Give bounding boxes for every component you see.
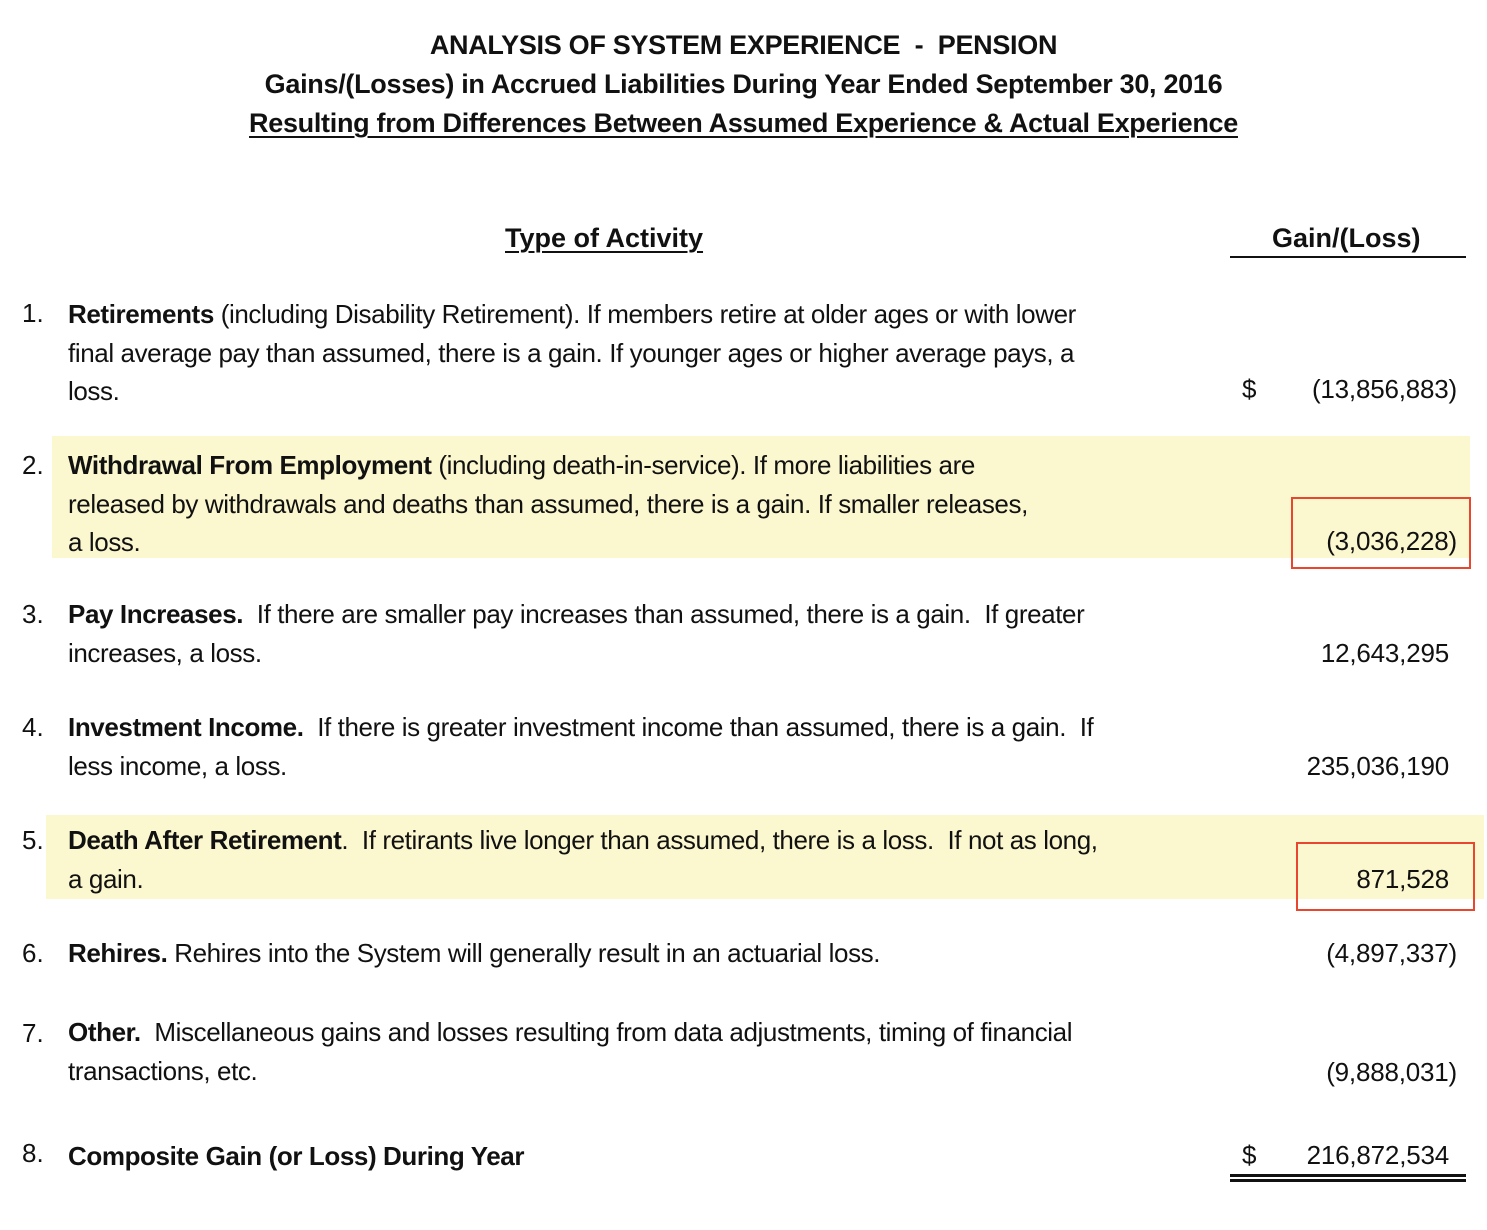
- currency-symbol: $: [1242, 374, 1257, 404]
- item-value: 12,643,295: [1320, 638, 1449, 668]
- column-header-activity: Type of Activity: [505, 223, 704, 253]
- item-line: [68, 595, 1084, 634]
- item-line: increases, a loss.: [68, 637, 262, 668]
- item-line: [68, 1137, 524, 1176]
- item-title: Investment Income.: [68, 712, 304, 742]
- item-description: [68, 446, 1028, 562]
- item-value: 871,528: [1356, 864, 1449, 894]
- item-description: [68, 1137, 524, 1176]
- item-line: [68, 1013, 1072, 1052]
- item-number: 2.: [22, 450, 44, 480]
- column-header-gain-loss: Gain/(Loss): [1272, 223, 1421, 253]
- item-value: 235,036,190: [1306, 751, 1449, 781]
- report-subtitle-2-text: Resulting from Differences Between Assumed Experience & Actual Experience: [249, 108, 1238, 138]
- item-number: 3.: [22, 599, 44, 629]
- item-number: 1.: [22, 298, 44, 328]
- item-value: (4,897,337): [1326, 938, 1457, 968]
- item-line: final average pay than assumed, there is a gain. If younger ages or higher average pays, a: [68, 337, 1075, 368]
- annotation-box: [1296, 842, 1475, 911]
- item-line: a gain.: [68, 863, 144, 894]
- item-title: Retirements: [68, 299, 214, 329]
- item-title: Pay Increases.: [68, 599, 244, 629]
- item-description: [68, 595, 1084, 672]
- item-title: Withdrawal From Employment: [68, 450, 432, 480]
- item-value: (3,036,228): [1326, 526, 1457, 556]
- item-line: less income, a loss.: [68, 750, 287, 781]
- total-double-underline-bottom: [1230, 1179, 1466, 1182]
- item-line: loss.: [68, 376, 120, 406]
- currency-symbol: $: [1242, 1140, 1257, 1170]
- item-number: 5.: [22, 825, 44, 855]
- item-number: 6.: [22, 938, 44, 968]
- report-title: ANALYSIS OF SYSTEM EXPERIENCE - PENSION: [429, 30, 1058, 60]
- annotation-box: [1291, 497, 1471, 569]
- item-line: [68, 934, 880, 973]
- item-text: (including death-in-service). If more liabilities are: [431, 450, 975, 480]
- item-line: transactions, etc.: [68, 1055, 258, 1086]
- item-line: [68, 708, 1093, 747]
- item-text: If there are smaller pay increases than assumed, there is a gain. If greater: [243, 599, 1085, 629]
- item-line: a loss.: [68, 527, 141, 557]
- total-title: Composite Gain (or Loss) During Year: [68, 1141, 525, 1171]
- item-text: Rehires into the System will generally result in an actuarial loss.: [167, 938, 881, 968]
- item-description: [68, 1013, 1072, 1090]
- item-value: (13,856,883): [1311, 374, 1457, 404]
- item-line: [68, 821, 1098, 860]
- report-subtitle-2: [0, 108, 1487, 139]
- item-number: 4.: [22, 712, 44, 742]
- item-description: [68, 295, 1076, 411]
- item-text: . If retirants live longer than assumed, there is a loss. If not as long,: [341, 825, 1098, 855]
- item-number: 8.: [22, 1138, 44, 1168]
- total-double-underline-top: [1230, 1174, 1466, 1177]
- item-description: [68, 821, 1098, 898]
- total-value: 216,872,534: [1306, 1140, 1449, 1170]
- item-line: [68, 446, 1028, 485]
- item-description: [68, 934, 880, 973]
- item-description: [68, 708, 1093, 785]
- item-title: Death After Retirement: [68, 825, 342, 855]
- item-number: 7.: [22, 1018, 44, 1048]
- item-text: Miscellaneous gains and losses resulting from data adjustments, timing of financial: [140, 1017, 1073, 1047]
- item-title: Other.: [68, 1017, 141, 1047]
- item-value: (9,888,031): [1326, 1057, 1457, 1087]
- item-line: [68, 295, 1076, 334]
- report-subtitle: Gains/(Losses) in Accrued Liabilities During Year Ended September 30, 2016: [264, 69, 1223, 99]
- column-header-underline: [1230, 256, 1466, 258]
- item-title: Rehires.: [68, 938, 168, 968]
- item-text: If there is greater investment income than assumed, there is a gain. If: [303, 712, 1094, 742]
- item-text: (including Disability Retirement). If members retire at older ages or with lower: [213, 299, 1076, 329]
- item-line: released by withdrawals and deaths than assumed, there is a gain. If smaller releases,: [68, 488, 1028, 519]
